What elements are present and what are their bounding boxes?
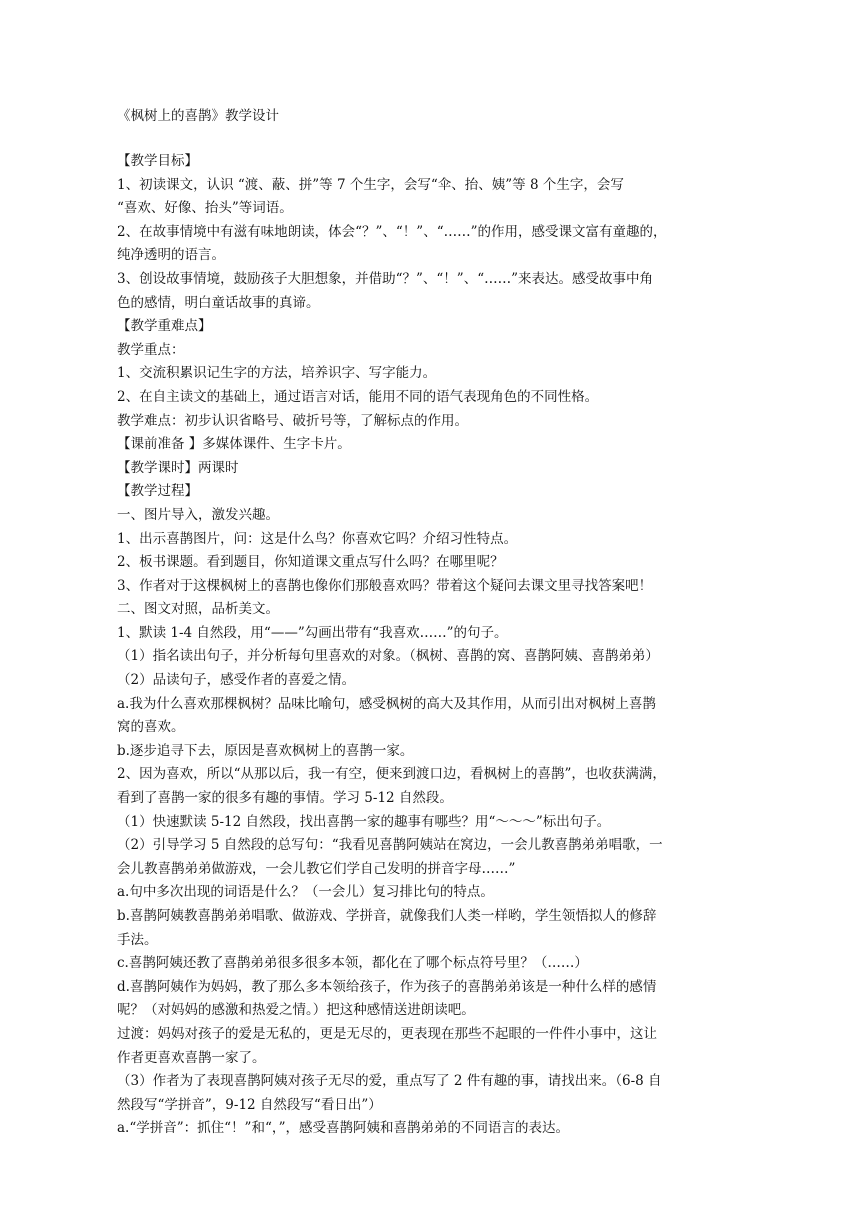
text-line: b.逐步追寻下去，原因是喜欢枫树上的喜鹊一家。 bbox=[117, 742, 414, 759]
text-line: 2、因为喜欢，所以“从那以后，我一有空，便来到渡口边，看枫树上的喜鹊”，也收获满满， bbox=[117, 766, 666, 783]
text-line: （1）快速默读 5-12 自然段，找出喜鹊一家的趣事有哪些？用“～～～”标出句子。 bbox=[117, 813, 611, 830]
text-line: （2）引导学习 5 自然段的总写句：“我看见喜鹊阿姨站在窝边，一会儿教喜鹊弟弟唱歌，一 bbox=[117, 837, 663, 854]
text-line: 过渡：妈妈对孩子的爱是无私的，更是无尽的，更表现在那些不起眼的一件件小事中，这让 bbox=[117, 1025, 657, 1042]
text-line: 呢？（对妈妈的感激和热爱之情。）把这种感情送进朗读吧。 bbox=[117, 1002, 475, 1019]
text-line: （2）品读句子，感受作者的喜爱之情。 bbox=[117, 672, 356, 689]
text-line: a.我为什么喜欢那棵枫树？品味比喻句，感受枫树的高大及其作用，从而引出对枫树上喜鹊 bbox=[117, 695, 656, 712]
text-line: 1、初读课文，认识 “渡、蔽、拼”等 7 个生字，会写“伞、抬、姨”等 8 个生字，会写 bbox=[117, 176, 624, 193]
text-line: 纯净透明的语言。 bbox=[117, 247, 225, 264]
text-line: 2、板书课题。看到题目，你知道课文重点写什么吗？在哪里呢？ bbox=[117, 554, 504, 571]
text-line: 2、在自主读文的基础上，通过语言对话，能用不同的语气表现角色的不同性格。 bbox=[117, 388, 599, 405]
text-line: 手法。 bbox=[117, 931, 158, 948]
text-line: 教学难点：初步认识省略号、破折号等，了解标点的作用。 bbox=[117, 412, 468, 429]
text-line: 2、在故事情境中有滋有味地朗读，体会“？”、“！”、“……”的作用，感受课文富有童趣的， bbox=[117, 223, 667, 240]
text-line: 作者更喜欢喜鹊一家了。 bbox=[117, 1049, 266, 1066]
text-line: 会儿教喜鹊弟弟做游戏，一会儿教它们学自己发明的拼音字母……” bbox=[117, 860, 516, 877]
text-line: 1、默读 1-4 自然段，用“——”勾画出带有“我喜欢……”的句子。 bbox=[117, 624, 508, 641]
document-body bbox=[117, 104, 743, 1141]
section-heading-key-points: 【教学重难点】 bbox=[117, 318, 212, 335]
section-heading-objectives: 【教学目标】 bbox=[117, 153, 198, 169]
text-line: （1）指名读出句子，并分析每句里喜欢的对象。（枫树、喜鹊的窝、喜鹊阿姨、喜鹊弟弟） bbox=[117, 648, 659, 665]
text-line: 教学重点： bbox=[117, 341, 185, 358]
text-line: 3、作者对于这棵枫树上的喜鹊也像你们那般喜欢吗？带着这个疑问去课文里寻找答案吧！ bbox=[117, 577, 653, 594]
section-heading-preparation: 【课前准备 】多媒体课件、生字卡片。 bbox=[117, 436, 351, 453]
text-line: 窝的喜欢。 bbox=[117, 719, 185, 736]
text-line: 色的感情，明白童话故事的真谛。 bbox=[117, 294, 320, 311]
text-line: 二、图文对照，品析美文。 bbox=[117, 601, 279, 618]
text-line: 1、交流积累识记生字的方法，培养识字、写字能力。 bbox=[117, 365, 437, 382]
text-line: b.喜鹊阿姨教喜鹊弟弟唱歌、做游戏、学拼音，就像我们人类一样哟，学生领悟拟人的修辞 bbox=[117, 908, 657, 924]
text-line: a.句中多次出现的词语是什么？（一会儿）复习排比句的特点。 bbox=[117, 884, 494, 901]
text-line: 一、图片导入，激发兴趣。 bbox=[117, 506, 279, 523]
text-line: （3）作者为了表现喜鹊阿姨对孩子无尽的爱，重点写了 2 件有趣的事，请找出来。（6-8 自 bbox=[117, 1073, 662, 1090]
text-line: 看到了喜鹊一家的很多有趣的事情。学习 5-12 自然段。 bbox=[117, 790, 453, 807]
text-line: 3、创设故事情境，鼓励孩子大胆想象，并借助“？”、“！”、“……”来表达。感受故事中角 bbox=[117, 270, 653, 287]
text-line: d.喜鹊阿姨作为妈妈，教了那么多本领给孩子，作为孩子的喜鹊弟弟该是一种什么样的感情 bbox=[117, 978, 657, 995]
document-title: 《枫树上的喜鹊》教学设计 bbox=[117, 108, 279, 124]
text-line: c.喜鹊阿姨还教了喜鹊弟弟很多很多本领，都化在了哪个标点符号里？（……） bbox=[117, 955, 588, 972]
section-heading-lessons: 【教学课时】两课时 bbox=[117, 459, 239, 476]
text-line: 1、出示喜鹊图片，问：这是什么鸟？你喜欢它吗？介绍习性特点。 bbox=[117, 530, 518, 547]
text-line: 然段写“学拼音”，9-12 自然段写“看日出”） bbox=[117, 1096, 382, 1113]
section-heading-process: 【教学过程】 bbox=[117, 483, 198, 500]
text-line: a.“学拼音”：抓住“！”和“，”，感受喜鹊阿姨和喜鹊弟弟的不同语言的表达。 bbox=[117, 1120, 569, 1137]
text-line: “喜欢、好像、抬头”等词语。 bbox=[117, 200, 293, 217]
